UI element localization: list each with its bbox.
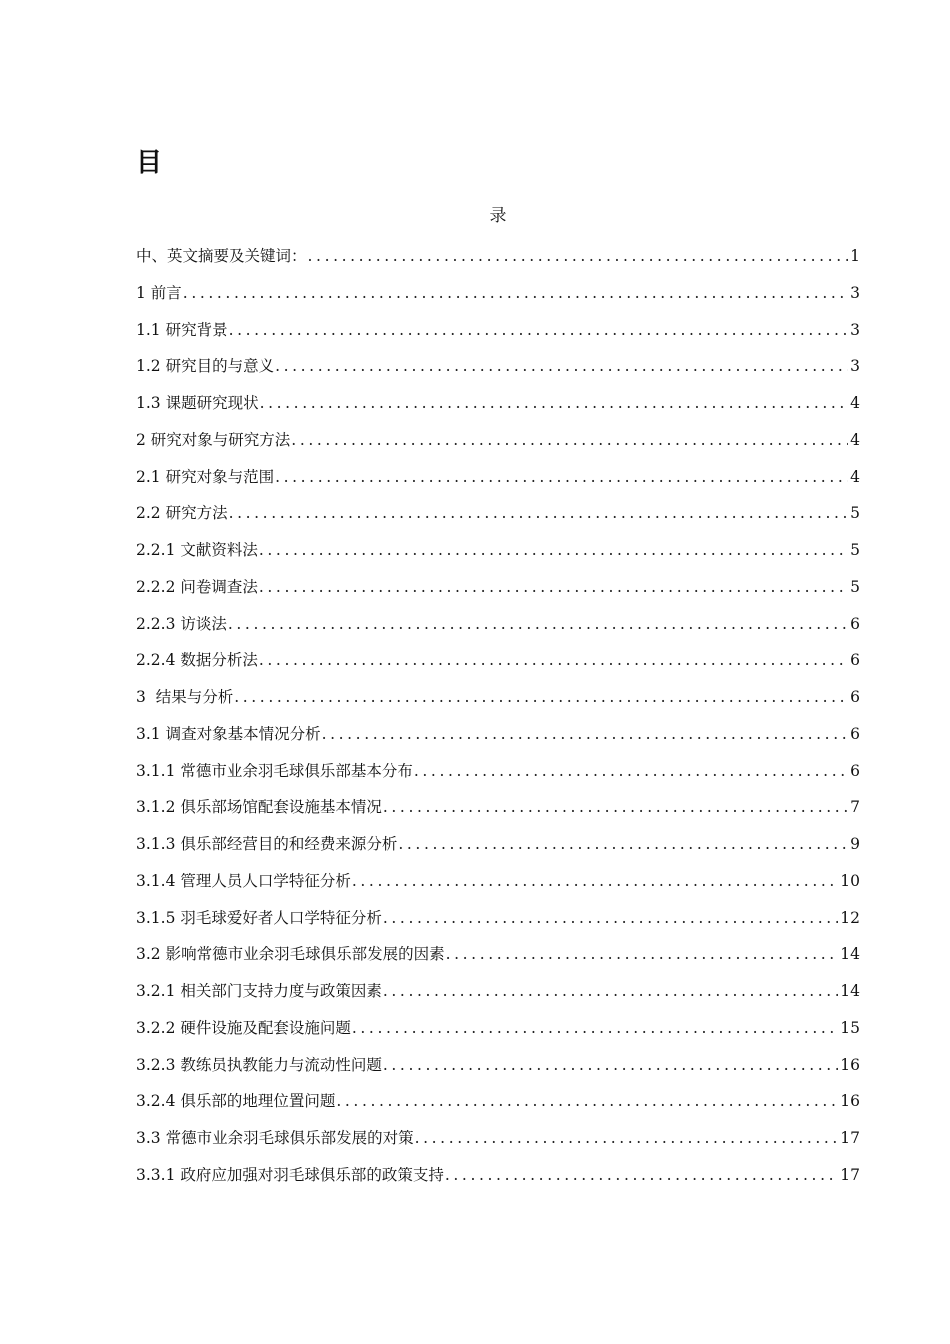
toc-dot-leader <box>446 936 839 973</box>
toc-entry-title: 中、英文摘要及关键词： <box>136 247 307 265</box>
toc-entry-page: 17 <box>840 1129 860 1147</box>
toc-dot-leader <box>383 900 838 937</box>
toc-entry-title: 1 前言 <box>136 283 182 302</box>
toc-entry-page: 6 <box>850 724 860 743</box>
toc-entry-title: 3.1.2 俱乐部场馆配套设施基本情况 <box>136 798 382 817</box>
toc-dot-leader <box>183 275 848 312</box>
toc-dot-leader <box>308 238 849 275</box>
toc-heading-second-char: 录 <box>489 206 507 226</box>
toc-dot-leader <box>229 495 849 532</box>
toc-entry-page: 3 <box>850 320 860 339</box>
toc-entry-title: 3.1.4 管理人员人口学特征分析 <box>136 871 351 890</box>
toc-entry-title: 3.1 调查对象基本情况分析 <box>136 724 321 743</box>
toc-entry <box>136 973 860 1010</box>
toc-entry <box>136 936 860 973</box>
toc-entry-title: 3.2.2 硬件设施及配套设施问题 <box>136 1018 351 1037</box>
toc-dot-leader <box>352 863 838 900</box>
toc-dot-leader <box>322 716 849 753</box>
toc-entry <box>136 312 860 349</box>
toc-entry <box>136 275 860 312</box>
toc-dot-leader <box>260 385 849 422</box>
toc-entry-page: 6 <box>850 761 860 780</box>
toc-entry-page: 16 <box>840 1092 860 1111</box>
toc-dot-leader <box>414 753 848 790</box>
toc-dot-leader <box>275 459 848 496</box>
toc-entry-page: 10 <box>840 871 860 890</box>
toc-dot-leader <box>383 789 848 826</box>
toc-entry-title: 3.2.3 教练员执教能力与流动性问题 <box>136 1055 382 1074</box>
toc-entry-title: 3.1.5 羽毛球爱好者人口学特征分析 <box>136 908 382 927</box>
toc-entry-title: 1.3 课题研究现状 <box>136 394 259 412</box>
toc-entry-title: 2.2 研究方法 <box>136 504 228 523</box>
toc-entry-title: 1.1 研究背景 <box>136 320 228 339</box>
toc-entry-title: 3 结果与分析 <box>136 688 234 706</box>
toc-entry-title: 2.2.1 文献资料法 <box>136 541 258 559</box>
toc-entry-page: 17 <box>840 1165 860 1184</box>
toc-entry-title: 1.2 研究目的与意义 <box>136 357 275 376</box>
toc-entry <box>136 459 860 496</box>
toc-entry-page: 6 <box>850 651 860 670</box>
toc-entry-page: 16 <box>840 1055 860 1074</box>
toc-entry-title: 3.1.1 常德市业余羽毛球俱乐部基本分布 <box>136 761 413 780</box>
toc-dot-leader <box>234 679 848 716</box>
toc-entry <box>136 1047 860 1084</box>
toc-dot-leader <box>228 606 848 643</box>
toc-entry-page: 4 <box>850 467 860 486</box>
toc-entry-title: 2.2.2 问卷调查法 <box>136 577 258 596</box>
toc-dot-leader <box>259 532 848 569</box>
toc-entry <box>136 348 860 385</box>
toc-entry <box>136 642 860 679</box>
toc-entry-title: 3.2 影响常德市业余羽毛球俱乐部发展的因素 <box>136 945 445 964</box>
toc-entry-title: 3.2.1 相关部门支持力度与政策因素 <box>136 982 382 1000</box>
toc-entry-page: 14 <box>840 982 860 1000</box>
toc-entry <box>136 863 860 900</box>
toc-entry <box>136 238 860 275</box>
toc-entry <box>136 385 860 422</box>
toc-entry <box>136 716 860 753</box>
toc-entry <box>136 495 860 532</box>
toc-dot-leader <box>259 642 848 679</box>
toc-dot-leader <box>229 312 849 349</box>
toc-entry <box>136 422 860 459</box>
toc-entry-title: 3.3 常德市业余羽毛球俱乐部发展的对策 <box>136 1129 414 1147</box>
toc-entry-page: 4 <box>850 394 860 412</box>
toc-entry <box>136 826 860 863</box>
toc-entry <box>136 606 860 643</box>
toc-entry <box>136 1083 860 1120</box>
toc-entry-page: 9 <box>850 835 860 853</box>
toc-entry-page: 15 <box>840 1018 860 1037</box>
toc-entry-title: 2.2.3 访谈法 <box>136 614 227 633</box>
toc-entry-title: 3.3.1 政府应加强对羽毛球俱乐部的政策支持 <box>136 1165 444 1184</box>
toc-entry-title: 3.1.3 俱乐部经营目的和经费来源分析 <box>136 835 398 853</box>
toc-entry-page: 5 <box>850 541 860 559</box>
toc-dot-leader <box>291 422 848 459</box>
toc-entry <box>136 789 860 826</box>
toc-entry-page: 6 <box>850 688 860 706</box>
toc-entry-page: 5 <box>850 504 860 523</box>
toc-entry-title: 2.1 研究对象与范围 <box>136 467 275 486</box>
toc-entry <box>136 1157 860 1194</box>
toc-dot-leader <box>259 569 848 606</box>
toc-dot-leader <box>352 1010 838 1047</box>
toc-entry-page: 12 <box>840 908 860 927</box>
toc-entry <box>136 1010 860 1047</box>
toc-entry-page: 3 <box>850 283 860 302</box>
toc-entry-title: 2.2.4 数据分析法 <box>136 651 258 670</box>
toc-entry <box>136 679 860 716</box>
toc-dot-leader <box>383 973 838 1010</box>
toc-entry-page: 14 <box>840 945 860 964</box>
toc-dot-leader <box>383 1047 838 1084</box>
toc-entry <box>136 900 860 937</box>
toc-dot-leader <box>415 1120 839 1157</box>
toc-entry <box>136 569 860 606</box>
toc-dot-leader <box>445 1157 838 1194</box>
toc-dot-leader <box>336 1083 838 1120</box>
toc-entry <box>136 1120 860 1157</box>
toc-entry <box>136 532 860 569</box>
toc-entry-page: 4 <box>850 430 860 449</box>
toc-entry-page: 6 <box>850 614 860 633</box>
toc-entry-page: 3 <box>850 357 860 376</box>
toc-entry-title: 3.2.4 俱乐部的地理位置问题 <box>136 1092 336 1111</box>
toc-entry-page: 5 <box>850 577 860 596</box>
table-of-contents <box>136 238 860 1194</box>
toc-entry-title: 2 研究对象与研究方法 <box>136 430 291 449</box>
toc-entry-page: 1 <box>850 247 860 265</box>
toc-heading-first-char: 目 <box>136 148 163 178</box>
toc-entry-page: 7 <box>850 798 860 817</box>
toc-entry <box>136 753 860 790</box>
toc-dot-leader <box>398 826 848 863</box>
toc-dot-leader <box>275 348 848 385</box>
